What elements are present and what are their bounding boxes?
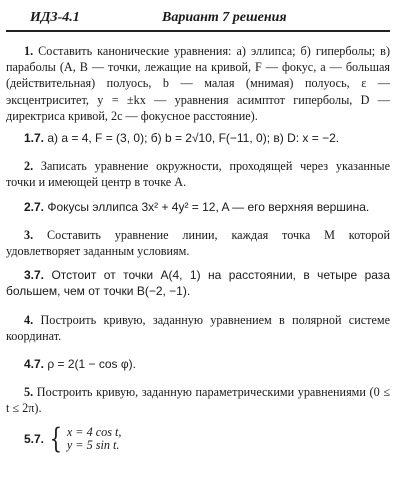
- task-number: 1.: [24, 44, 34, 58]
- task-number: 4.7.: [24, 357, 45, 372]
- system-line-x: x = 4 cos t,: [66, 424, 122, 439]
- task-number: 4.: [24, 312, 34, 327]
- task-number: 5.: [24, 385, 34, 400]
- task-number: 5.7.: [24, 431, 45, 446]
- task-text: Составить уравнение линии, каждая точка M которой удовлетворяет заданным условиям.: [6, 227, 390, 259]
- task-4: [6, 312, 390, 344]
- task-number: 2.7.: [24, 199, 45, 214]
- task-text: Записать уравнение окружности, проходящей через указанные точки и имеющей центр в точке A.: [6, 159, 390, 190]
- solution-1-7: [6, 130, 390, 146]
- task-text: а) a = 4, F = (3, 0); б) b = 2√10, F(−11, 0); в) D: x = −2.: [47, 131, 340, 146]
- task-2: [6, 158, 390, 190]
- task-number: 2.: [24, 159, 34, 174]
- task-number: 3.7.: [24, 268, 45, 283]
- header-rule: [6, 30, 390, 32]
- solution-3-7: [6, 267, 390, 299]
- system-line-y: y = 5 sin t.: [66, 437, 120, 452]
- solution-2-7: [6, 199, 390, 215]
- solution-5-7: [6, 421, 390, 455]
- page-header: [6, 6, 390, 28]
- task-text: Составить канонические уравнения: а) эллипса; б) гиперболы; в) параболы (A, B — точки, лежащие на кривой, F — фокус, a — большая (действительная) полуось, b — малая (мнимая) полуось, ε — эксцентриситет, y = ±kx — уравнения асимптот гиперболы, D — директриса кривой, 2c — фокусное расстояние).: [6, 44, 390, 123]
- task-text: Построить кривую, заданную параметрическими уравнениями (0 ≤ t ≤ 2π).: [6, 385, 391, 416]
- task-number: 1.7.: [24, 131, 45, 146]
- task-3: [6, 227, 390, 259]
- task-text: Фокусы эллипса 3x² + 4y² = 12, A — его верхняя вершина.: [47, 199, 370, 214]
- header-variant: Вариант 7 решения: [162, 10, 287, 25]
- task-number: 3.: [24, 227, 34, 242]
- brace-icon: {: [49, 421, 63, 455]
- task-5: [6, 384, 390, 416]
- task-1: [6, 43, 390, 124]
- solution-4-7: [6, 356, 390, 372]
- task-text: Отстоит от точки A(4, 1) на расстоянии, в четыре раза большем, чем от точки B(−2, −1).: [6, 268, 390, 299]
- header-title: ИДЗ-4.1: [30, 10, 80, 25]
- task-text: ρ = 2(1 − cos φ).: [47, 357, 136, 372]
- parametric-system: [67, 426, 122, 452]
- task-text: Построить кривую, заданную уравнением в полярной системе координат.: [6, 312, 391, 343]
